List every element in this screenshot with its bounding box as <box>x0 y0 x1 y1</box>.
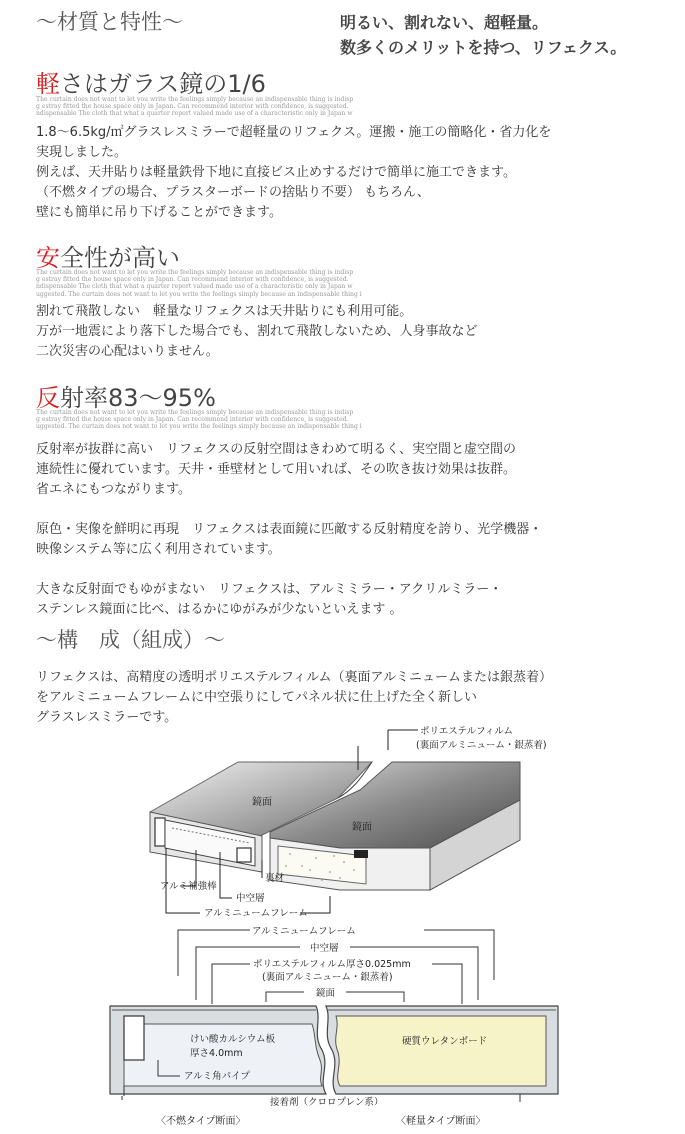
section-label-board-left-1: けい酸カルシウム板 <box>190 1034 276 1045</box>
caption-left: 〈不燃タイプ断面〉 <box>156 1116 246 1127</box>
section-label-board-right: 硬質ウレタンボード <box>402 1036 488 1047</box>
filler-line: g estray fitted the house space only in Japan. Can recommend interior with confidence, is suggested. <box>36 276 349 284</box>
paragraph-gap <box>36 500 542 520</box>
section-heading-lightweight <box>36 64 266 99</box>
heading-text: 全性が高い <box>60 244 180 272</box>
filler-line: The curtain does not want to let you write the feelings simply because an indispensable thing is indisp <box>36 409 354 416</box>
body-line: グラスレスミラーです。 <box>36 710 178 725</box>
label-reinforce: アルミ補強棒 <box>160 881 217 892</box>
filler-line: ndispensable The cloth that what a quarter report valued made use of a characteristic only in Japan w <box>36 283 353 291</box>
body-line: 省エネにもつながります。 <box>36 482 191 497</box>
body-line: ステンレス鏡面に比べ、はるかにゆがみが少ないといえます 。 <box>36 602 403 617</box>
filler-line: uggested. The curtain does not want to let you write the feelings simply because an indispensable thing i <box>36 290 362 298</box>
section-heading-safety <box>36 238 180 273</box>
label-backing: 裏材 <box>265 873 285 884</box>
label-film-sub: (裏面アルミニューム・銀蒸着) <box>416 740 547 751</box>
filler-line: The curtain does not want to let you write the feelings simply because an indispensable thing is indisp <box>36 269 354 276</box>
filler-text-block <box>36 409 362 431</box>
section-label-adhesive: 接着剤（クロロプレン系） <box>270 1097 384 1108</box>
section-body-lightweight <box>36 123 551 223</box>
section-heading-reflectance <box>36 378 216 413</box>
heading-accent-char: 反 <box>36 384 60 412</box>
body-line: をアルミニュームフレームに中空張りにしてパネル状に仕上げた全く新しい <box>36 690 477 705</box>
section-label-frame: アルミニュームフレーム <box>252 926 356 937</box>
section-label-mirror: 鏡面 <box>316 988 336 999</box>
filler-line: ndispensable The cloth that what a quarter report valued made use of a characteristic only in Japan w <box>36 110 353 118</box>
catch-line: 明るい、割れない、超軽量。 <box>340 13 549 32</box>
composition-title: 〜構 成（組成）〜 <box>36 628 225 652</box>
body-line: 実現しました。 <box>36 145 128 160</box>
body-line: リフェクスは、高精度の透明ポリエステルフィルム（裏面アルミニュームまたは銀蒸着） <box>36 670 552 685</box>
label-hollow: 中空層 <box>236 893 265 904</box>
section-label-pipe: アルミ角パイプ <box>184 1071 250 1082</box>
section-body-reflectance <box>36 440 542 620</box>
callout-film-dim <box>212 964 462 1004</box>
body-line: 原色・実像を鮮明に再現 リフェクスは表面鏡に匹敵する反射精度を誇り、光学機器・ <box>36 522 543 537</box>
body-line: 例えば、天井貼りは軽量鉄骨下地に直接ビス止めするだけで簡単に施工できます。 <box>36 165 516 180</box>
body-line: 連続性に優れています。天井・垂壁材として用いれば、その吹き抜け効果は抜群。 <box>36 462 516 477</box>
page-title: 〜材質と特性〜 <box>36 10 183 34</box>
filler-text-block <box>36 96 354 118</box>
catch-copy <box>340 10 626 60</box>
body-line: 映像システム等に広く利用されています。 <box>36 542 281 557</box>
section-body-safety <box>36 302 477 362</box>
label-frame: アルミニュームフレーム <box>204 908 308 919</box>
label-mirror-right: 鏡面 <box>352 822 372 833</box>
heading-text: さはガラス鏡の1/6 <box>60 70 266 98</box>
heading-accent-char: 安 <box>36 244 60 272</box>
paragraph-gap <box>36 560 542 580</box>
body-line: 割れて飛散しない 軽量なリフェクスは天井貼りにも利用可能。 <box>36 304 413 319</box>
body-line: 大きな反射面でもゆがまない リフェクスは、アルミミラー・アクリルミラー・ <box>36 582 503 597</box>
label-mirror-left: 鏡面 <box>252 797 272 808</box>
heading-text: 射率83〜95% <box>60 384 216 412</box>
section-label-hollow: 中空層 <box>310 943 339 954</box>
filler-line: g estray fitted the house space only in Japan. Can recommend interior with confidence, is suggested. <box>36 416 349 424</box>
panel-3d-diagram <box>0 720 685 920</box>
filler-line: The curtain does not want to let you write the feelings simply because an indispensable thing is indisp <box>36 96 354 103</box>
catch-line: 数多くのメリットを持つ、リフェクス。 <box>340 38 627 57</box>
heading-accent-char: 軽 <box>36 70 60 98</box>
filler-line: uggested. The curtain does not want to let you write the feelings simply because an indispensable thing i <box>36 423 362 431</box>
composition-body <box>36 668 552 728</box>
section-label-film-sub: (裏面アルミニューム・銀蒸着) <box>262 972 393 983</box>
label-film: ポリエステルフィルム <box>420 726 514 737</box>
body-line: 反射率が抜群に高い リフェクスの反射空間はきわめて明るく、実空間と虚空間の <box>36 442 516 457</box>
section-panel <box>110 1006 558 1094</box>
body-line: 万が一地震により落下した場合でも、割れて飛散しないため、人身事故など <box>36 324 478 339</box>
filler-text-block <box>36 269 362 299</box>
section-label-board-left-2: 厚さ4.0mm <box>190 1048 243 1059</box>
body-line: （不燃タイプの場合、プラスターボードの捨貼り不要） もちろん、 <box>36 185 430 200</box>
body-line: 1.8〜6.5kg/㎡グラスレスミラーで超軽量のリフェクス。運搬・施工の簡略化・省力化を <box>36 125 552 140</box>
cross-section-diagram <box>0 920 685 1130</box>
filler-line: g estray fitted the house space only in Japan. Can recommend interior with confidence, is suggested. <box>36 103 349 111</box>
section-label-film: ポリエステルフィルム厚さ0.025mm <box>253 959 411 970</box>
body-line: 壁にも簡単に吊り下げることができます。 <box>36 205 282 220</box>
body-line: 二次災害の心配はいりません。 <box>36 344 219 359</box>
caption-right: 〈軽量タイプ断面〉 <box>396 1116 486 1127</box>
